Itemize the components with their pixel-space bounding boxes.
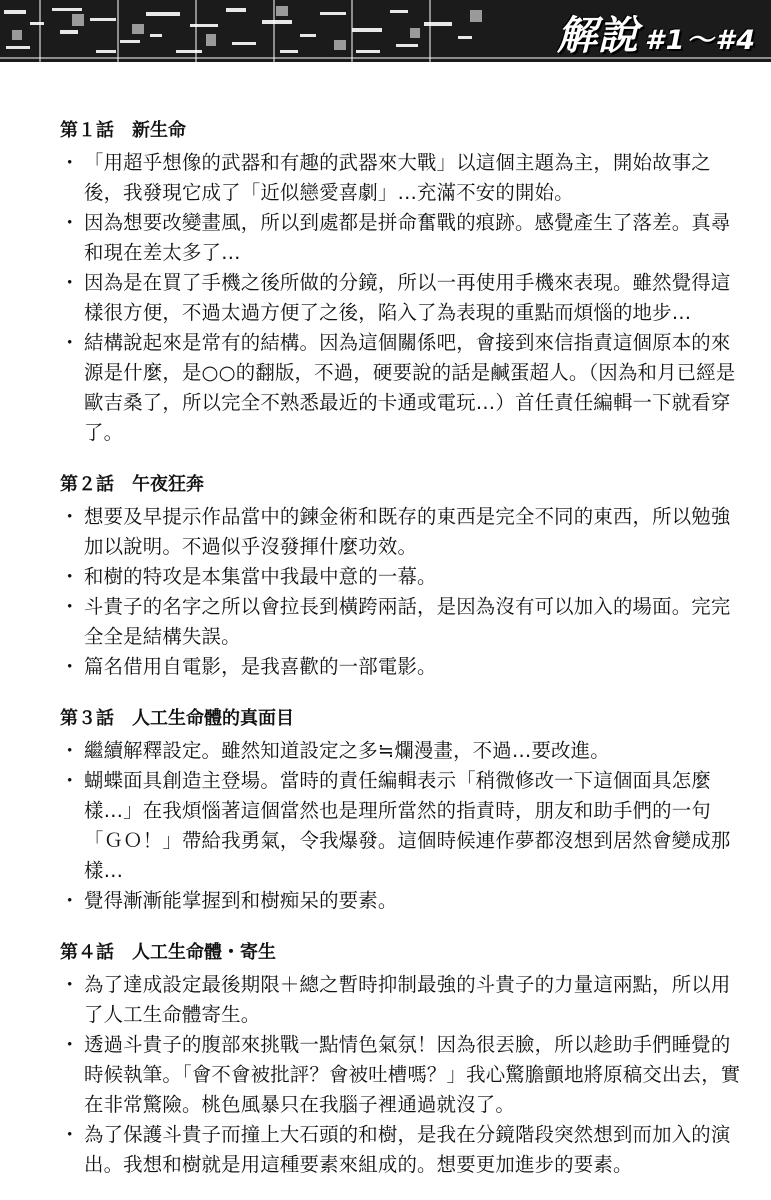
chapter-title: 人工生命體的真面目 bbox=[132, 708, 294, 729]
commentary-content bbox=[60, 116, 745, 1200]
chapter-heading bbox=[60, 470, 745, 500]
chapter-heading bbox=[60, 938, 745, 968]
chapter-4 bbox=[60, 938, 745, 1180]
list-item: ・ 蝴蝶面具創造主登場。當時的責任編輯表示「稍微修改一下這個面具怎麼樣…」在我煩惱著這個當然也是理所當然的指責時，朋友和助手們的一句「ＧＯ！」帶給我勇氣，令我爆發。這個時候連作夢都沒想到居然會變成那樣… bbox=[60, 766, 745, 886]
chapter-title: 新生命 bbox=[132, 120, 186, 141]
list-item: ・ 覺得漸漸能掌握到和樹痴呆的要素。 bbox=[60, 886, 745, 916]
page-title: 解說 bbox=[556, 13, 639, 59]
chapter-3 bbox=[60, 704, 745, 916]
list-item: ・ 繼續解釋設定。雖然知道設定之多≒爛漫畫，不過…要改進。 bbox=[60, 736, 745, 766]
page-heading bbox=[556, 4, 757, 59]
list-item: ・ 為了保護斗貴子而撞上大石頭的和樹，是我在分鏡階段突然想到而加入的演出。我想和樹就是用這種要素來組成的。想要更加進步的要素。 bbox=[60, 1120, 745, 1180]
chapter-notes bbox=[60, 148, 745, 448]
chapter-number: 第３話 bbox=[60, 708, 114, 729]
list-item: ・ 「用超乎想像的武器和有趣的武器來大戰」以這個主題為主，開始故事之後，我發現它成了「近似戀愛喜劇」…充滿不安的開始。 bbox=[60, 148, 745, 208]
chapter-title: 人工生命體・寄生 bbox=[132, 942, 276, 963]
list-item: ・ 為了達成設定最後期限＋總之暫時抑制最強的斗貴子的力量這兩點，所以用了人工生命體寄生。 bbox=[60, 970, 745, 1030]
chapter-notes bbox=[60, 502, 745, 682]
chapter-1 bbox=[60, 116, 745, 448]
chapter-title: 午夜狂奔 bbox=[132, 474, 204, 495]
list-item: ・ 和樹的特攻是本集當中我最中意的一幕。 bbox=[60, 562, 745, 592]
chapter-number: 第１話 bbox=[60, 120, 114, 141]
chapter-number: 第４話 bbox=[60, 942, 114, 963]
list-item: ・ 結構說起來是常有的結構。因為這個關係吧，會接到來信指責這個原本的來源是什麼，是○○的翻版，不過，硬要說的話是鹹蛋超人。（因為和月已經是歐吉桑了，所以完全不熟悉最近的卡通或電玩…）首任責任編輯一下就看穿了。 bbox=[60, 328, 745, 448]
list-item: ・ 想要及早提示作品當中的鍊金術和既存的東西是完全不同的東西，所以勉強加以說明。不過似乎沒發揮什麼功效。 bbox=[60, 502, 745, 562]
list-item: ・ 透過斗貴子的腹部來挑戰一點情色氣氛！因為很丟臉，所以趁助手們睡覺的時候執筆。「會不會被批評？會被吐槽嗎？」我心驚膽顫地將原稿交出去，實在非常驚險。桃色風暴只在我腦子裡通過就沒了。 bbox=[60, 1030, 745, 1120]
list-item: ・ 斗貴子的名字之所以會拉長到橫跨兩話，是因為沒有可以加入的場面。完完全全是結構失誤。 bbox=[60, 592, 745, 652]
chapter-heading bbox=[60, 116, 745, 146]
header-band bbox=[0, 0, 771, 62]
list-item: ・ 因為想要改變畫風，所以到處都是拼命奮戰的痕跡。感覺產生了落差。真尋和現在差太多了… bbox=[60, 208, 745, 268]
chapter-number: 第２話 bbox=[60, 474, 114, 495]
chapter-range: #1～#4 bbox=[644, 25, 757, 56]
list-item: ・ 因為是在買了手機之後所做的分鏡，所以一再使用手機來表現。雖然覺得這樣很方便，不過太過方便了之後，陷入了為表現的重點而煩惱的地步… bbox=[60, 268, 745, 328]
list-item: ・ 篇名借用自電影，是我喜歡的一部電影。 bbox=[60, 652, 745, 682]
chapter-heading bbox=[60, 704, 745, 734]
chapter-notes bbox=[60, 736, 745, 916]
chapter-notes bbox=[60, 970, 745, 1180]
chapter-2 bbox=[60, 470, 745, 682]
